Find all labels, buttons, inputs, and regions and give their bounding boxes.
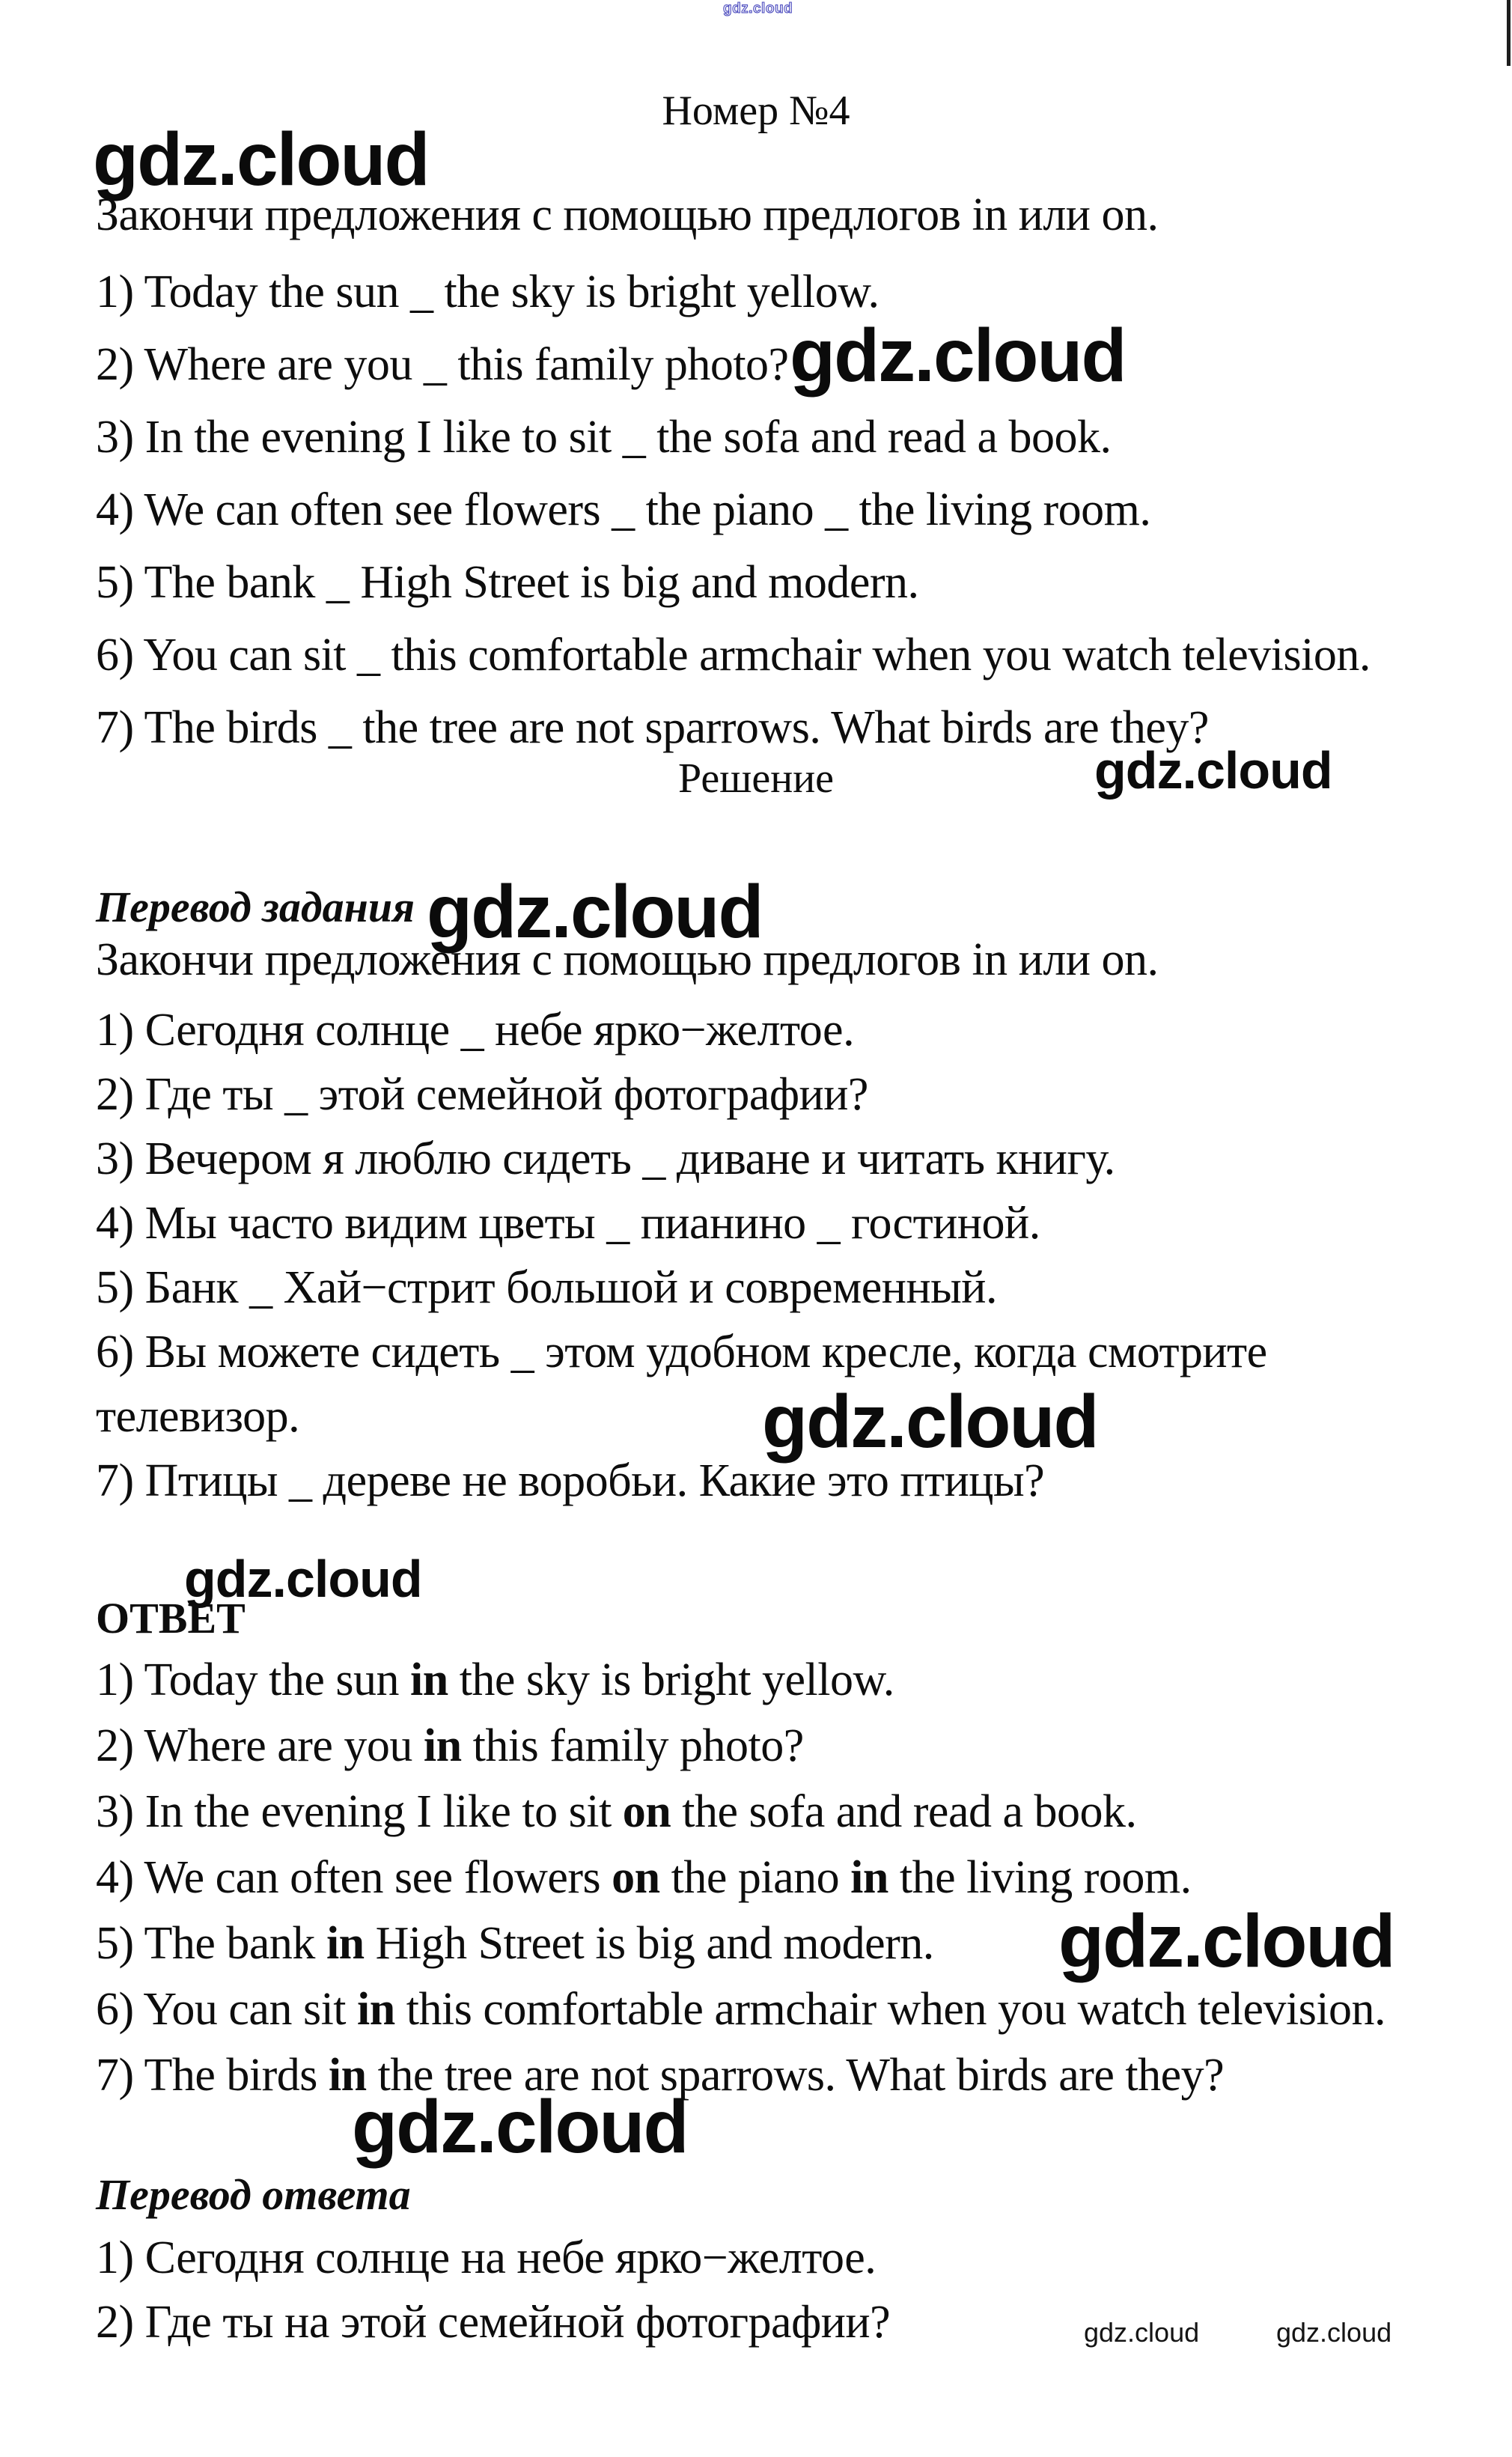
gdz-cloud-watermark-small: gdz.cloud	[1276, 2317, 1392, 2348]
task-line: 1) Today the sun _ the sky is bright yellow.	[96, 267, 880, 317]
gdz-cloud-watermark: gdz.cloud	[427, 870, 763, 954]
gdz-cloud-logo: gdz.cloud	[93, 118, 429, 201]
task-line: 3) In the evening I like to sit _ the sofa and read a book.	[96, 412, 1112, 463]
task-intro: Закончи предложения с помощью предлогов in или on.	[96, 189, 1159, 240]
task-line: 5) The bank _ High Street is big and modern.	[96, 557, 919, 608]
solution-label: Решение	[677, 755, 835, 802]
answer-line: 7) The birds in the tree are not sparrows. What birds are they?	[96, 2050, 1225, 2101]
gdz-cloud-watermark: gdz.cloud	[352, 2085, 688, 2169]
answer-line: 3) In the evening I like to sit on the sofa and read a book.	[96, 1786, 1137, 1837]
translation-task-line: 3) Вечером я люблю сидеть _ диване и читать книгу.	[96, 1133, 1115, 1184]
watermark-top-logo: gdz.cloud	[723, 1, 793, 16]
translation-task-line: 6) Вы можете сидеть _ этом удобном кресле, когда смотрите телевизор.	[96, 1327, 1267, 1442]
gdz-cloud-watermark: gdz.cloud	[1094, 741, 1332, 800]
task-line: 4) We can often see flowers _ the piano _ the living room.	[96, 484, 1151, 535]
answer-line: 1) Today the sun in the sky is bright yellow.	[96, 1654, 894, 1705]
answer-line: 4) We can often see flowers on the piano in the living room.	[96, 1852, 1192, 1903]
translation-task-line: 2) Где ты _ этой семейной фотографии?	[96, 1069, 868, 1120]
answer-line: 2) Where are you in this family photo?	[96, 1720, 804, 1771]
translation-task-line: 1) Сегодня солнце _ небе ярко−желтое.	[96, 1005, 855, 1056]
task-line: 2) Where are you _ this family photo?	[96, 339, 789, 390]
translation-answer-line: 1) Сегодня солнце на небе ярко−желтое.	[96, 2232, 877, 2283]
page-title: Номер №4	[662, 88, 850, 134]
task-line: 7) The birds _ the tree are not sparrows. What birds are they?	[96, 702, 1209, 753]
translation-task-line: 7) Птицы _ дереве не воробьи. Какие это птицы?	[96, 1455, 1045, 1506]
translation-answer-label: Перевод ответа	[96, 2170, 411, 2219]
answer-label: ОТВЕТ	[96, 1594, 246, 1642]
translation-task-line: 4) Мы часто видим цветы _ пианино _ гостиной.	[96, 1198, 1040, 1249]
gdz-cloud-watermark-small: gdz.cloud	[1084, 2317, 1200, 2348]
scan-edge-artifact	[1507, 0, 1511, 66]
answer-list	[96, 1647, 1503, 2108]
gdz-cloud-watermark: gdz.cloud	[790, 314, 1126, 398]
translation-task-label: Перевод задания	[96, 883, 415, 931]
translation-task-line: 5) Банк _ Хай−стрит большой и современный.	[96, 1262, 997, 1313]
translation-task-intro: Закончи предложения с помощью предлогов in или on.	[96, 934, 1159, 985]
gdz-cloud-watermark: gdz.cloud	[762, 1380, 1098, 1464]
translation-answer-line: 2) Где ты на этой семейной фотографии?	[96, 2297, 891, 2348]
task-line: 6) You can sit _ this comfortable armchair when you watch television.	[96, 630, 1371, 681]
gdz-cloud-watermark: gdz.cloud	[1058, 1899, 1394, 1983]
answer-line: 5) The bank in High Street is big and modern.	[96, 1918, 934, 1969]
answer-line: 6) You can sit in this comfortable armchair when you watch television.	[96, 1984, 1386, 2035]
gdz-cloud-watermark: gdz.cloud	[184, 1550, 422, 1608]
